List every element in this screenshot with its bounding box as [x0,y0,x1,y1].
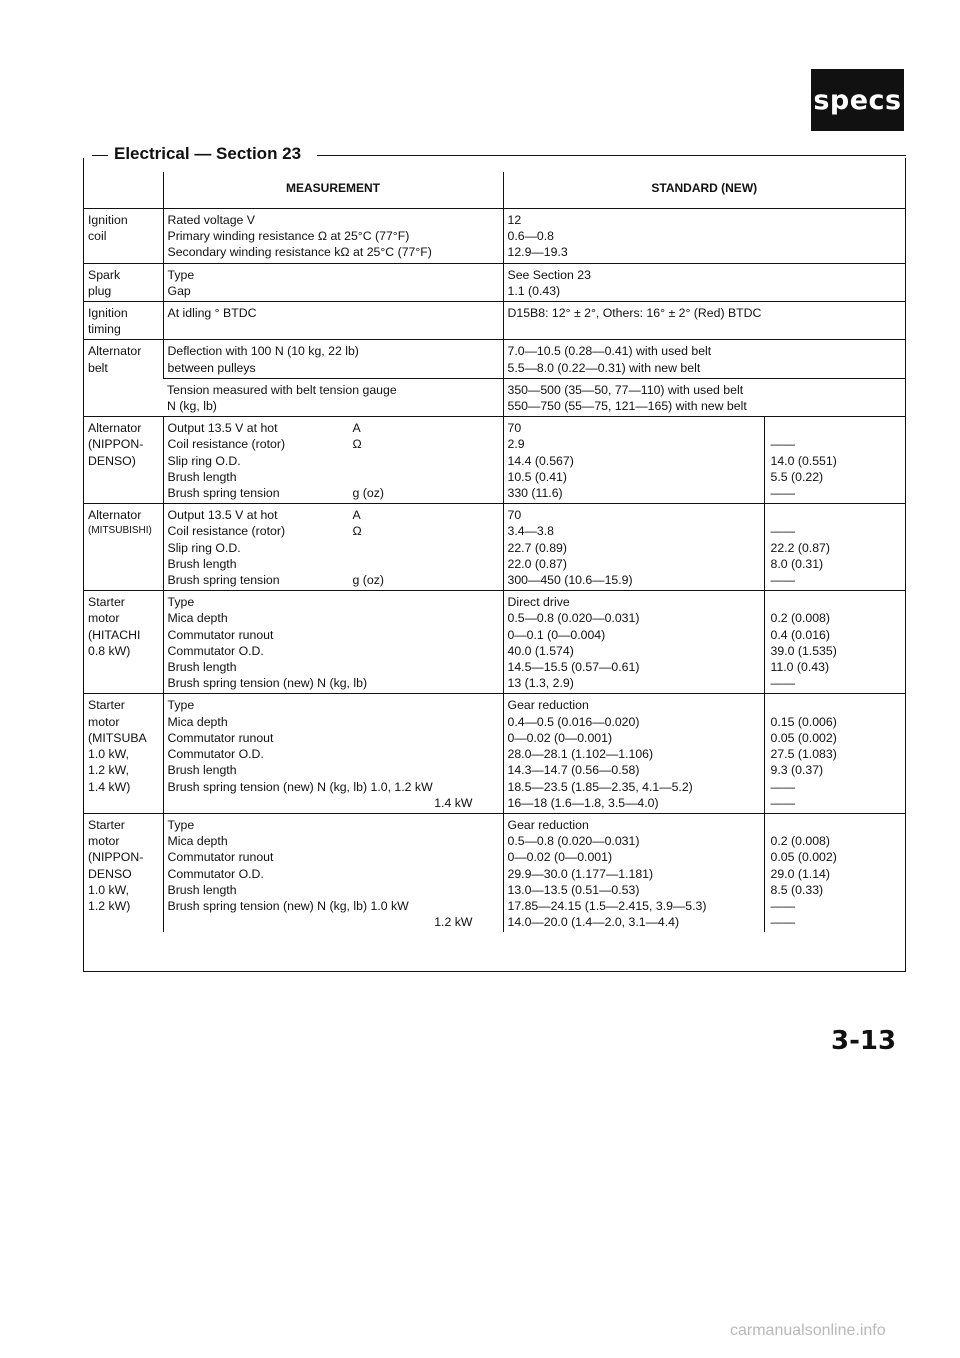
cell-line: 5.5—8.0 (0.22—0.31) with new belt [507,360,701,375]
cell-line: Type [167,817,195,832]
standard-cell [503,694,764,813]
cell-line: 2.9 [507,437,525,452]
cell-line: 13 (1.3, 2.9) [507,676,574,691]
cell-line: 14.4 (0.567) [507,453,574,468]
cell-line: —— [770,779,796,794]
cell-line: Primary winding resistance Ω at 25°C (77°F) [167,229,410,244]
cell-line: 550—750 (55—75, 121—165) with new belt [507,399,747,414]
cell-line: See Section 23 [507,267,591,282]
unit-text: g (oz) [352,573,384,588]
cell-line: D15B8: 12° ± 2°, Others: 16° ± 2° (Red) BTDC [507,306,762,321]
measurement-cell [163,209,503,264]
row-label [84,813,163,932]
cell-line: 0.5—0.8 (0.020—0.031) [507,611,640,626]
cell-line: Mica depth [167,714,228,729]
cell-line: 0.8 kW) [88,643,131,658]
cell-line: —— [770,437,796,452]
measurement-line [168,556,499,572]
standard-header: STANDARD (NEW) [503,172,905,209]
unit-text: A [352,421,361,436]
limit-cell [764,591,905,694]
measurement-text: Output 13.5 V at hot [167,508,278,523]
unit-text: Ω [352,437,362,452]
cell-line: Spark [88,267,121,282]
cell-line: 10.5 (0.41) [507,469,567,484]
section-title: Electrical — Section 23 [114,144,302,163]
measurement-line [168,469,499,485]
cell-line: —— [770,486,796,501]
cell-line: (MITSUBISHI) [88,525,152,537]
table-row [84,694,905,813]
cell-line: N (kg, lb) [167,399,217,414]
cell-line: DENSO) [88,453,136,468]
cell-line: 1.2 kW) [88,898,131,913]
cell-line: 0.6—0.8 [507,229,554,244]
cell-line: Starter [88,817,125,832]
cell-line: 0.5—0.8 (0.020—0.031) [507,834,640,849]
cell-line: 0.4—0.5 (0.016—0.020) [507,714,640,729]
cell-line: Commutator O.D. [167,866,264,881]
cell-line: 0—0.1 (0—0.004) [507,627,606,642]
header-dash [92,155,108,156]
measurement-cell [163,591,503,694]
cell-line: 1.0 kW, [88,747,130,762]
standard-cell [503,417,764,504]
cell-line: 14.5—15.5 (0.57—0.61) [507,660,640,675]
cell-line: Ignition [88,306,128,321]
table-row [84,813,905,932]
limit-cell [764,813,905,932]
cell-line: 22.7 (0.89) [507,540,567,555]
cell-line: 12 [507,213,522,227]
cell-line: 0.4 (0.016) [770,627,830,642]
unit-text: g (oz) [352,486,384,501]
cell-line: 29.9—30.0 (1.177—1.181) [507,866,654,881]
cell-line: 8.5 (0.33) [770,882,824,897]
row-label [84,263,163,301]
cell-line: 1.2 kW [434,915,473,930]
cell-line: 29.0 (1.14) [770,866,830,881]
cell-line: —— [770,898,796,913]
cell-line: Mica depth [167,611,228,626]
row-label [84,504,163,591]
cell-line: Brush spring tension (new) N (kg, lb) [167,676,368,691]
cell-line: —— [770,915,796,930]
cell-line: 17.85—24.15 (1.5—2.415, 3.9—5.3) [507,898,707,913]
cell-line: 12.9—19.3 [507,245,568,260]
cell-line: At idling ° BTDC [167,306,257,321]
cell-line: Brush spring tension (new) N (kg, lb) 1.0, 1.2 kW [167,779,433,794]
cell-line: Type [167,267,195,282]
cell-line: Ignition [88,213,128,227]
cell-line [769,594,902,610]
cell-line: 14.3—14.7 (0.56—0.58) [507,763,640,778]
standard-cell [503,302,905,340]
limit-cell [764,417,905,504]
standard-cell [503,378,905,416]
cell-line: (MITSUBA [88,730,147,745]
row-label [84,302,163,340]
spec-table [84,172,905,932]
row-label [84,340,163,417]
row-label [84,417,163,504]
cell-line: 18.5—23.5 (1.85—2.35, 4.1—5.2) [507,779,693,794]
cell-line: Brush length [167,882,237,897]
label-header [84,172,163,209]
measurement-text: Brush spring tension [167,486,280,501]
watermark: carmanualsonline.info [730,1322,886,1339]
measurement-text: Slip ring O.D. [167,453,241,468]
table-row [84,591,905,694]
cell-line: 22.0 (0.87) [507,556,567,571]
unit-text: A [352,508,361,523]
cell-line: Alternator [88,508,142,523]
cell-line: Alternator [88,344,142,359]
page-number: 3-13 [831,1026,897,1056]
cell-line: 0—0.02 (0—0.001) [507,730,613,745]
cell-line: Type [167,595,195,610]
standard-cell [503,504,764,591]
cell-line: 40.0 (1.574) [507,643,574,658]
cell-line: Alternator [88,421,142,436]
cell-line: Commutator runout [167,850,274,865]
measurement-text: Slip ring O.D. [167,540,241,555]
row-label [84,209,163,264]
cell-line: plug [88,283,112,298]
measurement-line [168,420,499,436]
cell-line: (NIPPON- [88,850,144,865]
cell-line: 27.5 (1.083) [770,747,837,762]
unit-text: Ω [352,524,362,539]
table-row [84,378,905,416]
cell-line: 39.0 (1.535) [770,643,837,658]
cell-line: Brush length [167,660,237,675]
cell-line: Gear reduction [507,817,589,832]
cell-line [769,697,902,713]
cell-line: Brush spring tension (new) N (kg, lb) 1.0 kW [167,898,409,913]
measurement-line [168,572,499,588]
cell-line: 1.2 kW, [88,763,130,778]
measurement-text: Brush length [167,556,237,571]
cell-line: 0—0.02 (0—0.001) [507,850,613,865]
row-label [84,694,163,813]
cell-line: Commutator O.D. [167,643,264,658]
row-label [84,591,163,694]
cell-line: 28.0—28.1 (1.102—1.106) [507,747,654,762]
standard-cell [503,340,905,378]
measurement-line [168,485,499,501]
cell-line: motor [88,834,120,849]
standard-cell [503,813,764,932]
cell-line [769,817,902,833]
cell-line: between pulleys [167,360,256,375]
cell-line: Direct drive [507,595,570,610]
measurement-text: Brush spring tension [167,573,280,588]
cell-line: belt [88,360,108,375]
measurement-cell [163,302,503,340]
measurement-cell [163,504,503,591]
cell-line: Tension measured with belt tension gauge [167,382,397,397]
cell-line: 1.4 kW) [88,779,131,794]
cell-line: 70 [507,508,522,523]
cell-line: Gap [167,283,191,298]
measurement-cell [163,340,503,378]
measurement-cell [163,813,503,932]
cell-line: Mica depth [167,834,228,849]
measurement-cell [163,694,503,813]
cell-line: Gear reduction [507,698,589,713]
cell-line: coil [88,229,107,244]
cell-line: 0.15 (0.006) [770,714,837,729]
cell-line: 70 [507,421,522,436]
measurement-text: Output 13.5 V at hot [167,421,278,436]
cell-line: Rated voltage V [167,213,256,227]
spec-body [84,209,905,933]
cell-line: 0.2 (0.008) [770,834,830,849]
cell-line: (HITACHI [88,627,141,642]
cell-line: —— [770,524,796,539]
cell-line [769,420,902,436]
cell-line: 0.05 (0.002) [770,850,837,865]
measurement-text: Coil resistance (rotor) [167,524,286,539]
measurement-cell [163,378,503,416]
cell-line: Deflection with 100 N (10 kg, 22 lb) [167,344,359,359]
cell-line: Commutator O.D. [167,747,264,762]
table-row [84,209,905,264]
table-row [84,417,905,504]
cell-line: 13.0—13.5 (0.51—0.53) [507,882,640,897]
cell-line: 1.1 (0.43) [507,283,561,298]
cell-line: 0.05 (0.002) [770,730,837,745]
measurement-line [168,507,499,523]
cell-line: Starter [88,698,125,713]
measurement-text: Coil resistance (rotor) [167,437,286,452]
standard-cell [503,209,905,264]
measurement-header: MEASUREMENT [163,172,503,209]
measurement-line [168,540,499,556]
cell-line: (NIPPON- [88,437,144,452]
cell-line: motor [88,714,120,729]
table-row [84,340,905,378]
cell-line: Commutator runout [167,730,274,745]
cell-line: 1.0 kW, [88,882,130,897]
cell-line: motor [88,611,120,626]
limit-cell [764,504,905,591]
table-row [84,504,905,591]
cell-line: 14.0 (0.551) [770,453,837,468]
table-row [84,263,905,301]
cell-line: Commutator runout [167,627,274,642]
measurement-line [168,523,499,539]
cell-line: 7.0—10.5 (0.28—0.41) with used belt [507,344,712,359]
cell-line: 14.0—20.0 (1.4—2.0, 3.1—4.4) [507,915,680,930]
cell-line: DENSO [88,866,132,881]
specs-badge: specs [811,69,904,131]
table-row [84,302,905,340]
cell-line: —— [770,795,796,810]
cell-line: 3.4—3.8 [507,524,554,539]
cell-line: 350—500 (35—50, 77—110) with used belt [507,382,744,397]
cell-line [769,507,902,523]
table-header-row [84,172,905,209]
cell-line: Type [167,698,195,713]
cell-line: 16—18 (1.6—1.8, 3.5—4.0) [507,795,659,810]
standard-cell [503,263,905,301]
cell-line: Starter [88,595,125,610]
measurement-cell [163,263,503,301]
header-rule [317,155,906,156]
cell-line: 11.0 (0.43) [770,660,830,675]
measurement-text: Brush length [167,469,237,484]
measurement-cell [163,417,503,504]
cell-line: 5.5 (0.22) [770,469,824,484]
cell-line: timing [88,322,121,337]
limit-cell [764,694,905,813]
measurement-line [168,453,499,469]
cell-line: 300—450 (10.6—15.9) [507,573,633,588]
cell-line: 330 (11.6) [507,486,563,501]
cell-line: 1.4 kW [434,795,473,810]
standard-cell [503,591,764,694]
cell-line: 9.3 (0.37) [770,763,824,778]
cell-line: 22.2 (0.87) [770,540,830,555]
cell-line: —— [770,676,796,691]
cell-line: 8.0 (0.31) [770,556,824,571]
cell-line: Brush length [167,763,237,778]
cell-line: —— [770,573,796,588]
cell-line: 0.2 (0.008) [770,611,830,626]
cell-line: Secondary winding resistance kΩ at 25°C (77°F) [167,245,432,260]
measurement-line [168,436,499,452]
